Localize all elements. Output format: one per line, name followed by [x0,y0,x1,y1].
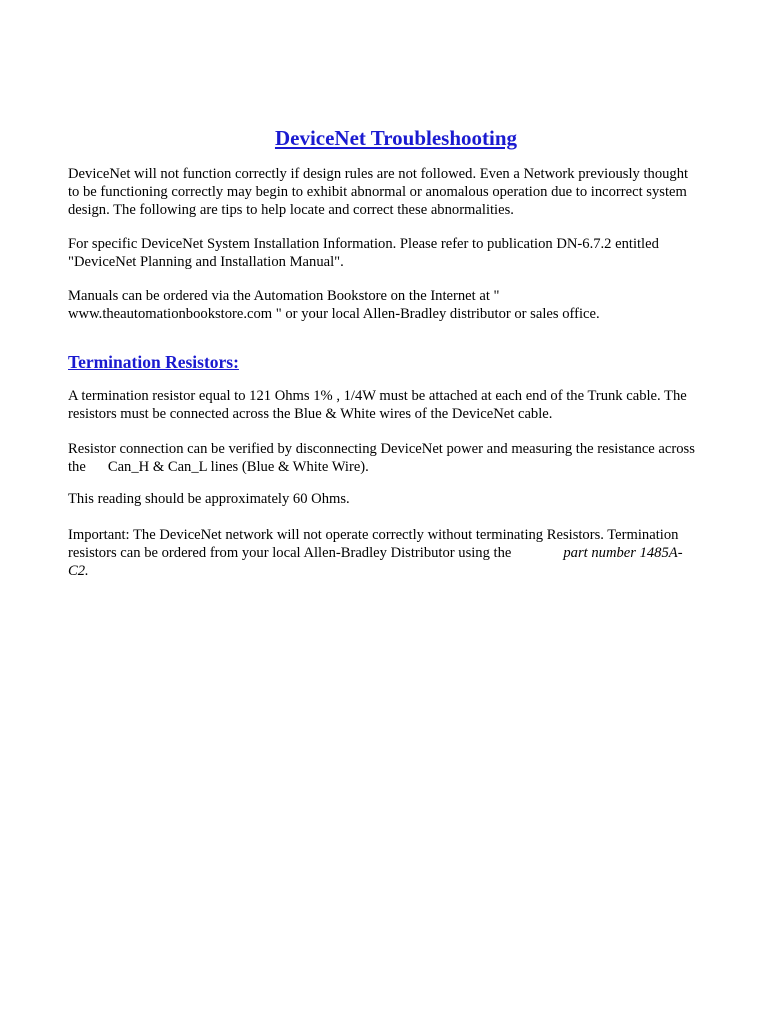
verification-paragraph [68,440,718,476]
intro-line-3: design. The following are tips to help locate and correct these abnormalities. [68,202,514,218]
termination-line-2: resistors must be connected across the Blue & White wires of the DeviceNet cable. [68,406,553,422]
reading-paragraph [68,490,718,508]
intro-paragraph [68,165,718,219]
termination-paragraph [68,387,718,423]
install-info-paragraph [68,235,718,271]
important-paragraph [68,526,718,580]
part-number-text: part number 1485A- [563,545,683,561]
important-line-1: Important: The DeviceNet network will not operate correctly without terminating Resistors. Termination [68,527,679,543]
manuals-line-1: Manuals can be ordered via the Automation Bookstore on the Internet at " [68,288,500,304]
document-title: DeviceNet Troubleshooting [274,126,518,150]
verification-line-2 [68,458,718,476]
important-line-2 [68,544,718,562]
important-line-2-start: resistors can be ordered from your local Allen-Bradley Distributor using the [68,545,512,561]
important-line-3: C2. [68,563,89,579]
section-heading-termination: Termination Resistors: [68,352,239,372]
termination-line-1: A termination resistor equal to 121 Ohms 1% , 1/4W must be attached at each end of the Trunk cable. The [68,388,687,404]
intro-line-1: DeviceNet will not function correctly if design rules are not followed. Even a Network previously thought [68,166,689,182]
verification-line-2-start: the [68,459,86,475]
manuals-paragraph [68,287,718,323]
install-info-line-1: For specific DeviceNet System Installation Information. Please refer to publication DN-6.7.2 entitled [68,236,659,252]
install-info-line-2: "DeviceNet Planning and Installation Manual". [68,254,344,270]
verification-line-1: Resistor connection can be verified by disconnecting DeviceNet power and measuring the resistance across [68,441,695,457]
reading-line: This reading should be approximately 60 Ohms. [68,491,350,507]
intro-line-2: to be functioning correctly may begin to exhibit abnormal or anomalous operation due to incorrect system [68,184,687,200]
verification-line-2-end: Can_H & Can_L lines (Blue & White Wire). [107,459,369,475]
manuals-line-2: www.theautomationbookstore.com " or your local Allen-Bradley distributor or sales office. [68,306,600,322]
